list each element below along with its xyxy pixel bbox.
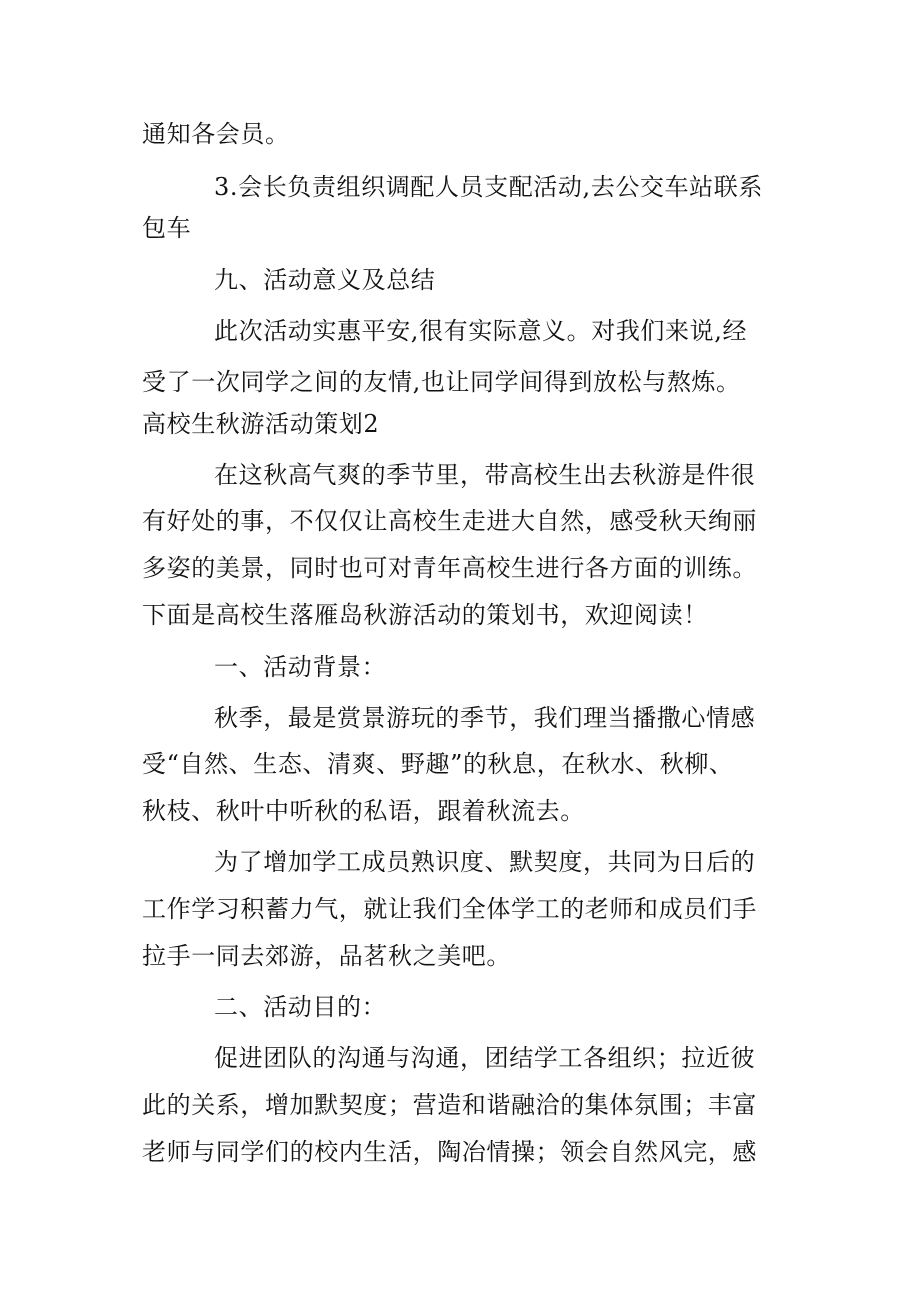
text-line: 多姿的美景，同时也可对青年高校生进行各方面的训练。 xyxy=(142,554,757,582)
section-heading: 九、活动意义及总结 xyxy=(214,266,436,294)
text-line: 有好处的事，不仅仅让高校生走进大自然，感受秋天绚丽 xyxy=(142,507,757,535)
text-line: 此的关系，增加默契度；营造和谐融洽的集体氛围；丰富 xyxy=(142,1091,757,1119)
text-line: 受了一次同学之间的友情,也让同学间得到放松与熬炼。 xyxy=(142,368,741,396)
text-line: 通知各会员。 xyxy=(142,120,290,148)
text-line: 秋季，最是赏景游玩的季节，我们理当播撒心情感 xyxy=(214,704,756,732)
text-line: 促进团队的沟通与沟通，团结学工各组织；拉近彼 xyxy=(214,1044,756,1072)
text-line: 为了增加学工成员熟识度、默契度，共同为日后的 xyxy=(214,848,756,876)
text-line: 包车 xyxy=(142,214,192,242)
document-title: 高校生秋游活动策划2 xyxy=(142,410,380,438)
text-line: 工作学习积蓄力气，就让我们全体学工的老师和成员们手 xyxy=(142,895,757,923)
text-line: 拉手一同去郊游，品茗秋之美吧。 xyxy=(142,942,511,970)
text-line: 秋枝、秋叶中听秋的私语，跟着秋流去。 xyxy=(142,797,585,825)
text-line: 受“自然、生态、清爽、野趣”的秋息，在秋水、秋柳、 xyxy=(142,750,734,778)
text-line: 在这秋高气爽的季节里，带高校生出去秋游是件很 xyxy=(214,461,756,489)
text-line: 此次活动实惠平安,很有实际意义。对我们来说,经 xyxy=(214,317,748,345)
text-line: 老师与同学们的校内生活，陶冶情操；领会自然风完，感 xyxy=(142,1138,757,1166)
section-heading: 二、活动目的： xyxy=(214,993,387,1021)
section-heading: 一、活动背景： xyxy=(214,653,387,681)
text-line: 下面是高校生落雁岛秋游活动的策划书，欢迎阅读！ xyxy=(142,601,708,629)
text-line: 3.会长负责组织调配人员支配活动,去公交车站联系 xyxy=(214,173,763,201)
